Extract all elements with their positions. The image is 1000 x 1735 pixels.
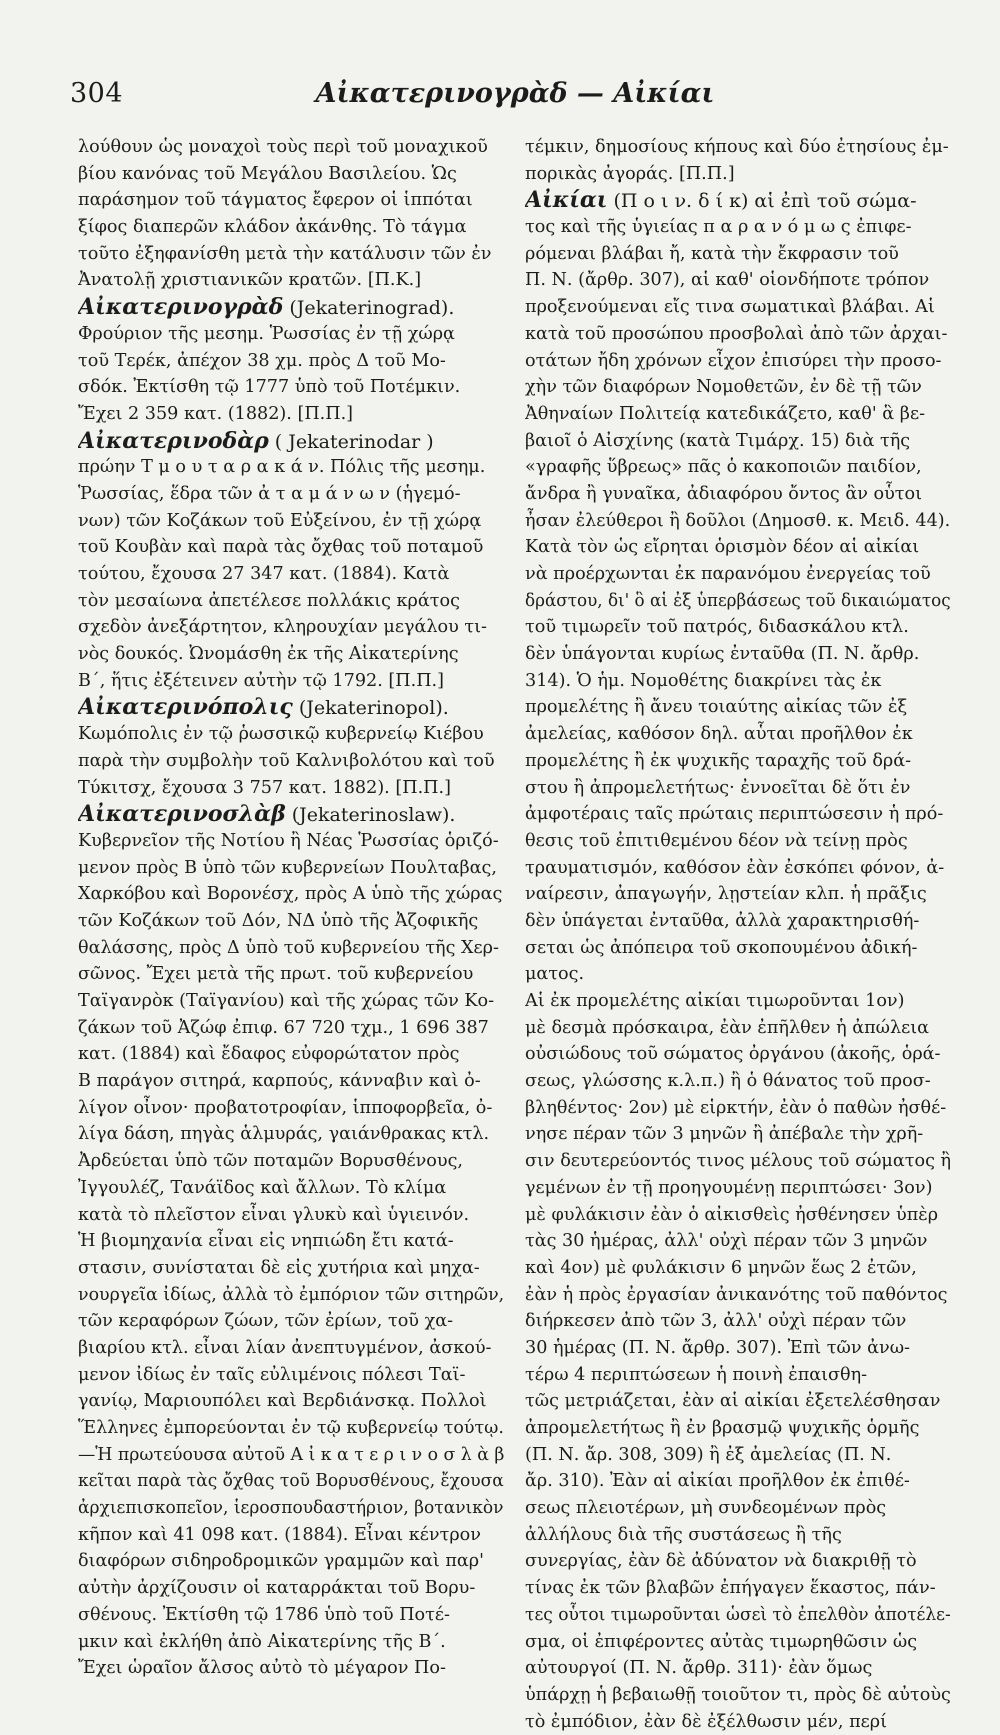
line-text: τος καὶ τῆς ὑγιείας π α ρ α ν ό μ ω ς ἐπιφε- — [525, 217, 912, 238]
text-line — [78, 1041, 504, 1068]
line-text: «γραφῆς ὕβρεως» πᾶς ὁ κακοποιῶν παιδίον, — [525, 457, 922, 478]
line-text: βληθέντος· 2ον) μὲ εἱρκτήν, ἐὰν ὁ παθὼν ἠσθέ- — [525, 1097, 947, 1118]
text-line — [525, 1522, 951, 1549]
line-text: σεται ὡς ἀπόπειρα τοῦ σκοπουμένου ἀδική- — [525, 937, 918, 958]
text-line — [78, 1148, 504, 1175]
line-text: Χαρκόβου καὶ Βορονέσχ, πρὸς Α ὑπὸ τῆς χώρας — [78, 884, 503, 905]
line-text: διαφόρων σιδηροδρομικῶν γραμμῶν καὶ παρ' — [78, 1551, 484, 1572]
text-line — [78, 721, 504, 748]
line-text: ζάκων τοῦ Ἀζώφ ἐπιφ. 67 720 τχμ., 1 696 387 — [78, 1017, 489, 1038]
entry-headword-line — [525, 187, 951, 214]
text-line — [525, 1255, 951, 1282]
text-line — [78, 1308, 504, 1335]
line-text: τοῦ Κουβὰν καὶ παρὰ τὰς ὄχθας τοῦ ποταμοῦ — [78, 537, 484, 558]
line-text: κατὰ τὸ πλεῖστον εἶναι γλυκὺ καὶ ὑγιεινόν. — [78, 1204, 470, 1225]
line-text: —Ἡ πρωτεύουσα αὐτοῦ Α ἰ κ α τ ε ρ ι ν ο σ λ ὰ β — [78, 1444, 505, 1465]
line-text: σχεδὸν ἀνεξάρτητον, κληρουχίαν μεγάλου τι- — [78, 617, 487, 638]
text-line — [525, 1335, 951, 1362]
line-text: μὲ φυλάκισιν ἐὰν ὁ αἰκισθεὶς ἠσθένησεν ὑπὲρ — [525, 1204, 939, 1225]
text-line — [525, 1709, 951, 1735]
line-text: σμα, οἱ ἐπιφέροντες αὐτὰς τιμωρηθῶσιν ὡς — [525, 1631, 918, 1652]
text-line — [525, 1228, 951, 1255]
line-text: σῶνος. Ἔχει μετὰ τῆς πρωτ. τοῦ κυβερνείου — [78, 964, 474, 985]
line-text: οτάτων ἤδη χρόνων εἶχον ἐπισύρει τὴν προσο- — [525, 350, 942, 371]
text-line — [78, 908, 504, 935]
text-line — [525, 1468, 951, 1495]
text-line — [78, 881, 504, 908]
line-text: Ταϊγανρὸκ (Ταϊγανίου) καὶ τῆς χώρας τῶν Κο- — [78, 991, 495, 1011]
line-text: τέμκιν, δημοσίους κήπους καὶ δύο ἐτησίους ἐμ- — [525, 137, 949, 157]
line-text: κατ. (1884) καὶ ἔδαφος εὐφορώτατον πρὸς — [78, 1044, 460, 1065]
text-line — [78, 1468, 504, 1495]
line-text: τοῦτο ἐξηφανίσθη μετὰ τὴν κατάλυσιν τῶν ἐν — [78, 243, 492, 264]
text-line — [525, 214, 951, 241]
text-line — [78, 775, 504, 802]
text-line — [78, 1442, 504, 1469]
text-line — [78, 1575, 504, 1602]
text-line — [78, 214, 504, 241]
line-text: τέρω 4 περιπτώσεων ἡ ποινὴ ἐπαισθη- — [525, 1364, 868, 1385]
line-text: προμελέτης ἢ ἐκ ψυχικῆς ταραχῆς τοῦ δρά- — [525, 750, 912, 771]
line-text: (Jekaterinopol). — [292, 697, 449, 720]
text-line — [78, 454, 504, 481]
text-line — [78, 614, 504, 641]
text-line — [525, 401, 951, 428]
text-line — [78, 508, 504, 535]
line-text: Ἀρδεύεται ὑπὸ τῶν ποταμῶν Βορυσθένους, — [78, 1151, 464, 1172]
text-line — [525, 935, 951, 962]
text-line — [525, 1442, 951, 1469]
text-line — [78, 988, 504, 1015]
text-line — [525, 1068, 951, 1095]
text-line — [525, 1682, 951, 1709]
line-text: ρόμεναι βλάβαι ἤ, κατὰ τὴν ἔκφρασιν τοῦ — [525, 243, 899, 264]
line-text: στασιν, συνίσταται δὲ εἰς χυτήρια καὶ μηχα- — [78, 1257, 480, 1278]
line-text: ἦσαν ἐλεύθεροι ἢ δοῦλοι (Δημοσθ. κ. Μειδ. 44). — [525, 510, 951, 531]
text-line — [78, 561, 504, 588]
line-text: Β παράγον σιτηρά, καρπούς, κάνναβιν καὶ ὀ- — [78, 1071, 481, 1092]
text-line — [78, 374, 504, 401]
text-line — [525, 348, 951, 375]
line-text: σεως πλειοτέρων, μὴ συνδεομένων πρὸς — [525, 1498, 887, 1519]
text-line — [78, 1255, 504, 1282]
line-text: ( Jekaterinodar ) — [268, 430, 434, 453]
text-line — [525, 1362, 951, 1389]
line-text: Ἀνατολῇ χριστιανικῶν κρατῶν. [Π.Κ.] — [78, 270, 422, 291]
line-text: παρὰ τὴν συμβολὴν τοῦ Καλνιβολότου καὶ τοῦ — [78, 750, 495, 771]
text-line — [78, 1228, 504, 1255]
text-line — [525, 775, 951, 802]
text-line — [525, 668, 951, 695]
text-line — [78, 855, 504, 882]
line-text: αὐτὴν ἀρχίζουσιν οἱ καταρράκται τοῦ Βορυ- — [78, 1578, 476, 1599]
line-text: κεῖται παρὰ τὰς ὄχθας τοῦ Βορυσθένους, ἔχουσα — [78, 1471, 504, 1492]
line-text: Ἡ βιομηχανία εἶναι εἰς νηπιώδη ἔτι κατά- — [78, 1231, 454, 1252]
line-text: ἀλλήλους διὰ τῆς συστάσεως ἢ τῆς — [525, 1524, 842, 1545]
entry-headword-line — [78, 694, 504, 721]
line-text: γανίῳ, Μαριουπόλει καὶ Βερδιάνσκᾳ. Πολλοὶ — [78, 1391, 487, 1412]
text-line — [525, 694, 951, 721]
line-text: Π. Ν. (ἄρθρ. 307), αἱ καθ' οἱονδήποτε τρόπον — [525, 270, 930, 291]
entry-headword-line — [78, 801, 504, 828]
line-text: πρώην Τ μ ο υ τ α ρ α κ ά ν. Πόλις τῆς μεσημ. — [78, 457, 486, 478]
text-line — [78, 1602, 504, 1629]
page-header — [70, 78, 960, 118]
line-text: πορικὰς ἀγοράς. [Π.Π.] — [525, 163, 735, 184]
line-text: τῶν Κοζάκων τοῦ Δόν, ΝΔ ὑπὸ τῆς Ἀζοφικῆς — [78, 910, 479, 931]
line-text: γεμένων ἐν τῇ προηγουμένῃ περιπτώσει· 3ον) — [525, 1177, 933, 1198]
text-line — [525, 748, 951, 775]
line-text: (Jekaterinoslaw). — [285, 804, 456, 827]
text-line — [525, 267, 951, 294]
text-line — [525, 374, 951, 401]
text-line — [78, 1415, 504, 1442]
line-text: τῶν κεραφόρων ζώων, τῶν ἐρίων, τοῦ χα- — [78, 1311, 454, 1332]
text-line — [525, 855, 951, 882]
entry-headword: Αἰκατερινοσλὰβ — [78, 801, 286, 828]
text-line — [78, 588, 504, 615]
text-line — [525, 321, 951, 348]
text-line — [78, 668, 504, 695]
line-text: νὸς δουκός. Ὠνομάσθη ἐκ τῆς Αἰκατερίνης — [78, 644, 459, 665]
text-line — [78, 187, 504, 214]
line-text: προξενούμεναι εἴς τινα σωματικαὶ βλάβαι. Αἱ — [525, 297, 935, 318]
text-line — [525, 988, 951, 1015]
text-line — [525, 1548, 951, 1575]
entry-headword: Αἰκίαι — [525, 187, 608, 214]
text-line — [525, 1575, 951, 1602]
text-line — [78, 1015, 504, 1042]
line-text: λίγα δάση, πηγὰς ἁλμυράς, γαιάνθρακας κτλ. — [78, 1124, 490, 1145]
text-line — [78, 935, 504, 962]
line-text: τραυματισμόν, καθόσον ἐὰν ἐσκόπει φόνον, ἀ- — [525, 857, 945, 878]
text-line — [525, 828, 951, 855]
text-line — [525, 561, 951, 588]
text-line — [78, 748, 504, 775]
line-text: τίνας ἐκ τῶν βλαβῶν ἐπήγαγεν ἕκαστος, πάν- — [525, 1578, 936, 1599]
text-line — [525, 1041, 951, 1068]
text-line — [78, 1522, 504, 1549]
line-text: Τύκιτσχ, ἔχουσα 3 757 κατ. 1882). [Π.Π.] — [78, 777, 451, 798]
line-text: λίγον οἶνον· προβατοτροφίαν, ἱπποφορβεῖα, ὀ- — [78, 1097, 493, 1118]
line-text: 314). Ὁ ἡμ. Νομοθέτης διακρίνει τὰς ἐκ — [525, 670, 882, 691]
text-line — [525, 588, 951, 615]
text-line — [525, 614, 951, 641]
line-text: συνεργίας, ἐὰν δὲ ἀδύνατον νὰ διακριθῇ τὸ — [525, 1551, 917, 1572]
text-line — [525, 1015, 951, 1042]
text-line — [78, 1335, 504, 1362]
text-line — [525, 641, 951, 668]
entry-headword: Αἰκατερινόπολις — [78, 694, 293, 721]
line-text: προμελέτης ἢ ἄνευ τοιαύτης αἰκίας τῶν ἐξ — [525, 697, 908, 718]
line-text: βίου κανόνας τοῦ Μεγάλου Βασιλείου. Ὡς — [78, 163, 457, 184]
line-text: νουργεῖα ἰδίως, ἀλλὰ τὸ ἐμπόριον τῶν σιτηρῶν, — [78, 1284, 504, 1305]
line-text: νων) τῶν Κοζάκων τοῦ Εὐξείνου, ἐν τῇ χώρᾳ — [78, 510, 482, 531]
running-title: Αἰκατερινογρὰδ — Αἰκίαι — [315, 78, 715, 109]
text-line — [525, 481, 951, 508]
text-line — [78, 481, 504, 508]
text-line — [525, 508, 951, 535]
line-text: νησε πέραν τῶν 3 μηνῶν ἢ ἀπέβαλε τὴν χρῆ- — [525, 1124, 924, 1145]
line-text: κῆπον καὶ 41 098 κατ. (1884). Εἶναι κέντρον — [78, 1524, 481, 1545]
line-text: μενον πρὸς Β ὑπὸ τῶν κυβερνείων Πουλταβας, — [78, 857, 497, 878]
text-line — [78, 1655, 504, 1682]
line-text: κατὰ τοῦ προσώπου προσβολαὶ ἀπὸ τῶν ἀρχαι- — [525, 323, 948, 344]
line-text: θαλάσσης, πρὸς Δ ὑπὸ τοῦ κυβερνείου τῆς Χερ- — [78, 937, 499, 958]
text-line — [525, 1282, 951, 1309]
text-line — [525, 1175, 951, 1202]
line-text: (Jekaterinograd). — [283, 297, 455, 320]
text-line — [525, 721, 951, 748]
line-text: τὰς 30 ἡμέρας, ἀλλ' οὐχὶ πέραν τῶν 3 μηνῶν — [525, 1231, 928, 1252]
text-line — [78, 161, 504, 188]
line-text: ἀπρομελετήτως ἢ ἐν βρασμῷ ψυχικῆς ὁρμῆς — [525, 1418, 920, 1438]
line-text: ἀμελείας, καθόσον δηλ. αὗται προῆλθον ἐκ — [525, 724, 913, 745]
line-text: Ἀθηναίων Πολιτείᾳ κατεδικάζετο, καθ' ἃ βε- — [525, 403, 926, 424]
line-text: οὐσιώδους τοῦ σώματος ὀργάνου (ἀκοῆς, ὁρά- — [525, 1044, 941, 1065]
text-line — [525, 1415, 951, 1442]
line-text: διήρκεσεν ἀπὸ τῶν 3, ἀλλ' οὐχὶ πέραν τῶν — [525, 1311, 907, 1332]
line-text: τὸν μεσαίωνα ἀπετέλεσε πολλάκις κράτος — [78, 590, 460, 611]
text-line — [525, 1095, 951, 1122]
text-line — [78, 348, 504, 375]
text-line — [78, 401, 504, 428]
text-line — [525, 1202, 951, 1229]
text-line — [525, 881, 951, 908]
line-text: στου ἢ ἀπρομελετήτως· ἐννοεῖται δὲ ὅτι ἐν — [525, 777, 911, 798]
line-text: Ἰγγουλέζ, Τανάϊδος καὶ ἄλλων. Τὸ κλίμα — [78, 1177, 447, 1198]
line-text: τοῦ Τερέκ, ἀπέχον 38 χμ. πρὸς Δ τοῦ Μο- — [78, 350, 446, 371]
line-text: Αἱ ἐκ προμελέτης αἰκίαι τιμωροῦνται 1ον) — [525, 991, 905, 1011]
line-text: λούθουν ὡς μοναχοὶ τοὺς περὶ τοῦ μοναχικοῦ — [78, 137, 488, 157]
line-text: καὶ 4ον) μὲ φυλάκισιν 6 μηνῶν ἕως 2 ἐτῶν, — [525, 1257, 917, 1278]
line-text: τοῦ τιμωρεῖν τοῦ πατρός, διδασκάλου κτλ. — [525, 617, 909, 638]
line-text: (Π ο ι ν. δ ί κ) αἱ ἐπὶ τοῦ σώμα- — [607, 190, 917, 213]
text-line — [525, 1629, 951, 1656]
entry-headword: Αἰκατερινοδὰρ — [78, 427, 269, 454]
line-text: βιαρίου κτλ. εἶναι λίαν ἀνεπτυγμένον, ἀσκού- — [78, 1337, 492, 1358]
text-line — [525, 801, 951, 828]
text-line — [525, 454, 951, 481]
right-column — [525, 134, 951, 1735]
line-text: τῶς μετριάζεται, ἐὰν αἱ αἰκίαι ἐξετελέσθησαν — [525, 1391, 941, 1412]
line-text: αὐτουργοί (Π. Ν. ἄρθρ. 311)· ἐὰν ὅμως — [525, 1658, 873, 1679]
text-line — [78, 1629, 504, 1656]
line-text: Κωμόπολις ἐν τῷ ῥωσσικῷ κυβερνείῳ Κιέβου — [78, 724, 484, 745]
text-line — [525, 1148, 951, 1175]
text-line — [78, 1068, 504, 1095]
entry-headword-line — [78, 428, 504, 455]
line-text: βαιοῖ ὁ Αἰσχίνης (κατὰ Τιμάρχ. 15) διὰ τῆς — [525, 430, 911, 451]
text-line — [525, 1388, 951, 1415]
line-text: δράστου, δι' ὃ αἱ ἐξ ὑπερβάσεως τοῦ δικαιώματος — [525, 590, 951, 611]
text-line — [78, 641, 504, 668]
line-text: ναίρεσιν, ἀπαγωγήν, λῃστείαν κλπ. ἡ πρᾶξις — [525, 884, 927, 905]
line-text: ἀρχιεπισκοπεῖον, ἱεροσπουδαστήριον, βοτανικὸν — [78, 1498, 504, 1519]
line-text: Β΄, ἥτις ἐξέτεινεν αὐτὴν τῷ 1792. [Π.Π.] — [78, 670, 444, 691]
text-line — [525, 1495, 951, 1522]
line-text: θεσις τοῦ ἐπιτιθεμένου δέον νὰ τείνῃ πρὸς — [525, 830, 908, 851]
text-line — [525, 1308, 951, 1335]
line-text: τες οὗτοι τιμωροῦνται ὡσεὶ τὸ ἐπελθὸν ἀποτέλε- — [525, 1604, 951, 1625]
text-line — [78, 321, 504, 348]
line-text: Κυβερνεῖον τῆς Νοτίου ἢ Νέας Ῥωσσίας ὁριζό- — [78, 830, 499, 851]
line-text: μκιν καὶ ἐκλήθη ἀπὸ Αἰκατερίνης τῆς Β΄. — [78, 1631, 446, 1652]
entry-headword: Αἰκατερινογρὰδ — [78, 294, 284, 321]
line-text: σθένους. Ἐκτίσθη τῷ 1786 ὑπὸ τοῦ Ποτέ- — [78, 1604, 450, 1625]
line-text: σδόκ. Ἐκτίσθη τῷ 1777 ὑπὸ τοῦ Ποτέμκιν. — [78, 377, 461, 398]
text-line — [78, 267, 504, 294]
line-text: Ἔχει ὡραῖον ἄλσος αὐτὸ τὸ μέγαρον Πο- — [78, 1658, 446, 1679]
text-line — [78, 1121, 504, 1148]
line-text: (Π. Ν. ἄρ. 308, 309) ἢ ἐξ ἀμελείας (Π. Ν. — [525, 1444, 892, 1465]
text-line — [525, 1655, 951, 1682]
text-line — [78, 134, 504, 161]
line-text: ὑπάρχῃ ἡ βεβαιωθῇ τοιοῦτον τι, πρὸς δὲ αὐτοὺς — [525, 1684, 951, 1705]
text-line — [78, 1175, 504, 1202]
line-text: παράσημον τοῦ τάγματος ἔφερον οἱ ἱππόται — [78, 190, 473, 211]
text-line — [525, 294, 951, 321]
text-line — [78, 1388, 504, 1415]
line-text: Ἔχει 2 359 κατ. (1882). [Π.Π.] — [78, 403, 354, 424]
text-line — [525, 908, 951, 935]
text-line — [525, 1602, 951, 1629]
line-text: ἄνδρα ἢ γυναῖκα, ἀδιαφόρου ὄντος ἂν οὗτοι — [525, 483, 922, 504]
text-line — [78, 241, 504, 268]
line-text: χὴν τῶν διαφόρων Νομοθετῶν, ἐν δὲ τῇ τῶν — [525, 377, 922, 398]
line-text: 30 ἡμέρας (Π. Ν. ἄρθρ. 307). Ἐπὶ τῶν ἀνω- — [525, 1337, 910, 1358]
line-text: τὸ ἐμπόδιον, ἐὰν δὲ ἐξέλθωσιν μέν, περί — [525, 1711, 888, 1732]
line-text: μενον ἰδίως ἐν ταῖς εὐλιμένοις πόλεσι Ταϊ- — [78, 1364, 466, 1385]
line-text: Ῥωσσίας, ἕδρα τῶν ἀ τ α μ ά ν ω ν (ἡγεμό- — [78, 483, 461, 504]
line-text: Κατὰ τὸν ὡς εἴρηται ὁρισμὸν δέον αἱ αἰκίαι — [525, 537, 920, 558]
text-line — [525, 961, 951, 988]
line-text: ἀμφοτέραις ταῖς πρώταις περιπτώσεσιν ἡ πρό- — [525, 804, 944, 825]
text-line — [525, 241, 951, 268]
line-text: σεως, γλώσσης κ.λ.π.) ἢ ὁ θάνατος τοῦ προσ- — [525, 1071, 931, 1092]
text-line — [78, 1495, 504, 1522]
text-line — [525, 534, 951, 561]
text-line — [78, 1202, 504, 1229]
text-line — [78, 534, 504, 561]
line-text: τούτου, ἔχουσα 27 347 κατ. (1884). Κατὰ — [78, 564, 450, 584]
text-line — [78, 1282, 504, 1309]
line-text: ἄρ. 310). Ἐὰν αἱ αἰκίαι προῆλθον ἐκ ἐπιθέ- — [525, 1471, 910, 1492]
text-line — [78, 1095, 504, 1122]
text-line — [78, 828, 504, 855]
line-text: δὲν ὑπάγονται κυρίως ἐνταῦθα (Π. Ν. ἄρθρ. — [525, 644, 920, 665]
line-text: δὲν ὑπάγεται ἐνταῦθα, ἀλλὰ χαρακτηρισθή- — [525, 910, 920, 931]
text-line — [525, 428, 951, 455]
line-text: Φρούριον τῆς μεσημ. Ῥωσσίας ἐν τῇ χώρᾳ — [78, 323, 455, 344]
entry-headword-line — [78, 294, 504, 321]
line-text: Ἕλληνες ἐμπορεύονται ἐν τῷ κυβερνείῳ τούτῳ. — [78, 1418, 504, 1438]
text-line — [78, 1362, 504, 1389]
page-number: 304 — [70, 78, 124, 109]
text-line — [78, 1548, 504, 1575]
line-text: μὲ δεσμὰ πρόσκαιρα, ἐὰν ἐπῆλθεν ἡ ἀπώλεια — [525, 1017, 930, 1038]
text-line — [78, 961, 504, 988]
text-line — [525, 161, 951, 188]
line-text: ξίφος διαπερῶν κλάδον ἀκάνθης. Τὸ τάγμα — [78, 217, 467, 238]
line-text: ματος. — [525, 964, 585, 985]
text-line — [525, 1121, 951, 1148]
text-line — [525, 134, 951, 161]
line-text: νὰ προέρχωνται ἐκ παρανόμου ἐνεργείας τοῦ — [525, 564, 931, 584]
left-column — [78, 134, 504, 1682]
line-text: σιν δευτερεύοντός τινος μέλους τοῦ σώματος ἢ — [525, 1151, 951, 1172]
line-text: ἐὰν ἡ πρὸς ἐργασίαν ἀνικανότης τοῦ παθόντος — [525, 1284, 948, 1305]
